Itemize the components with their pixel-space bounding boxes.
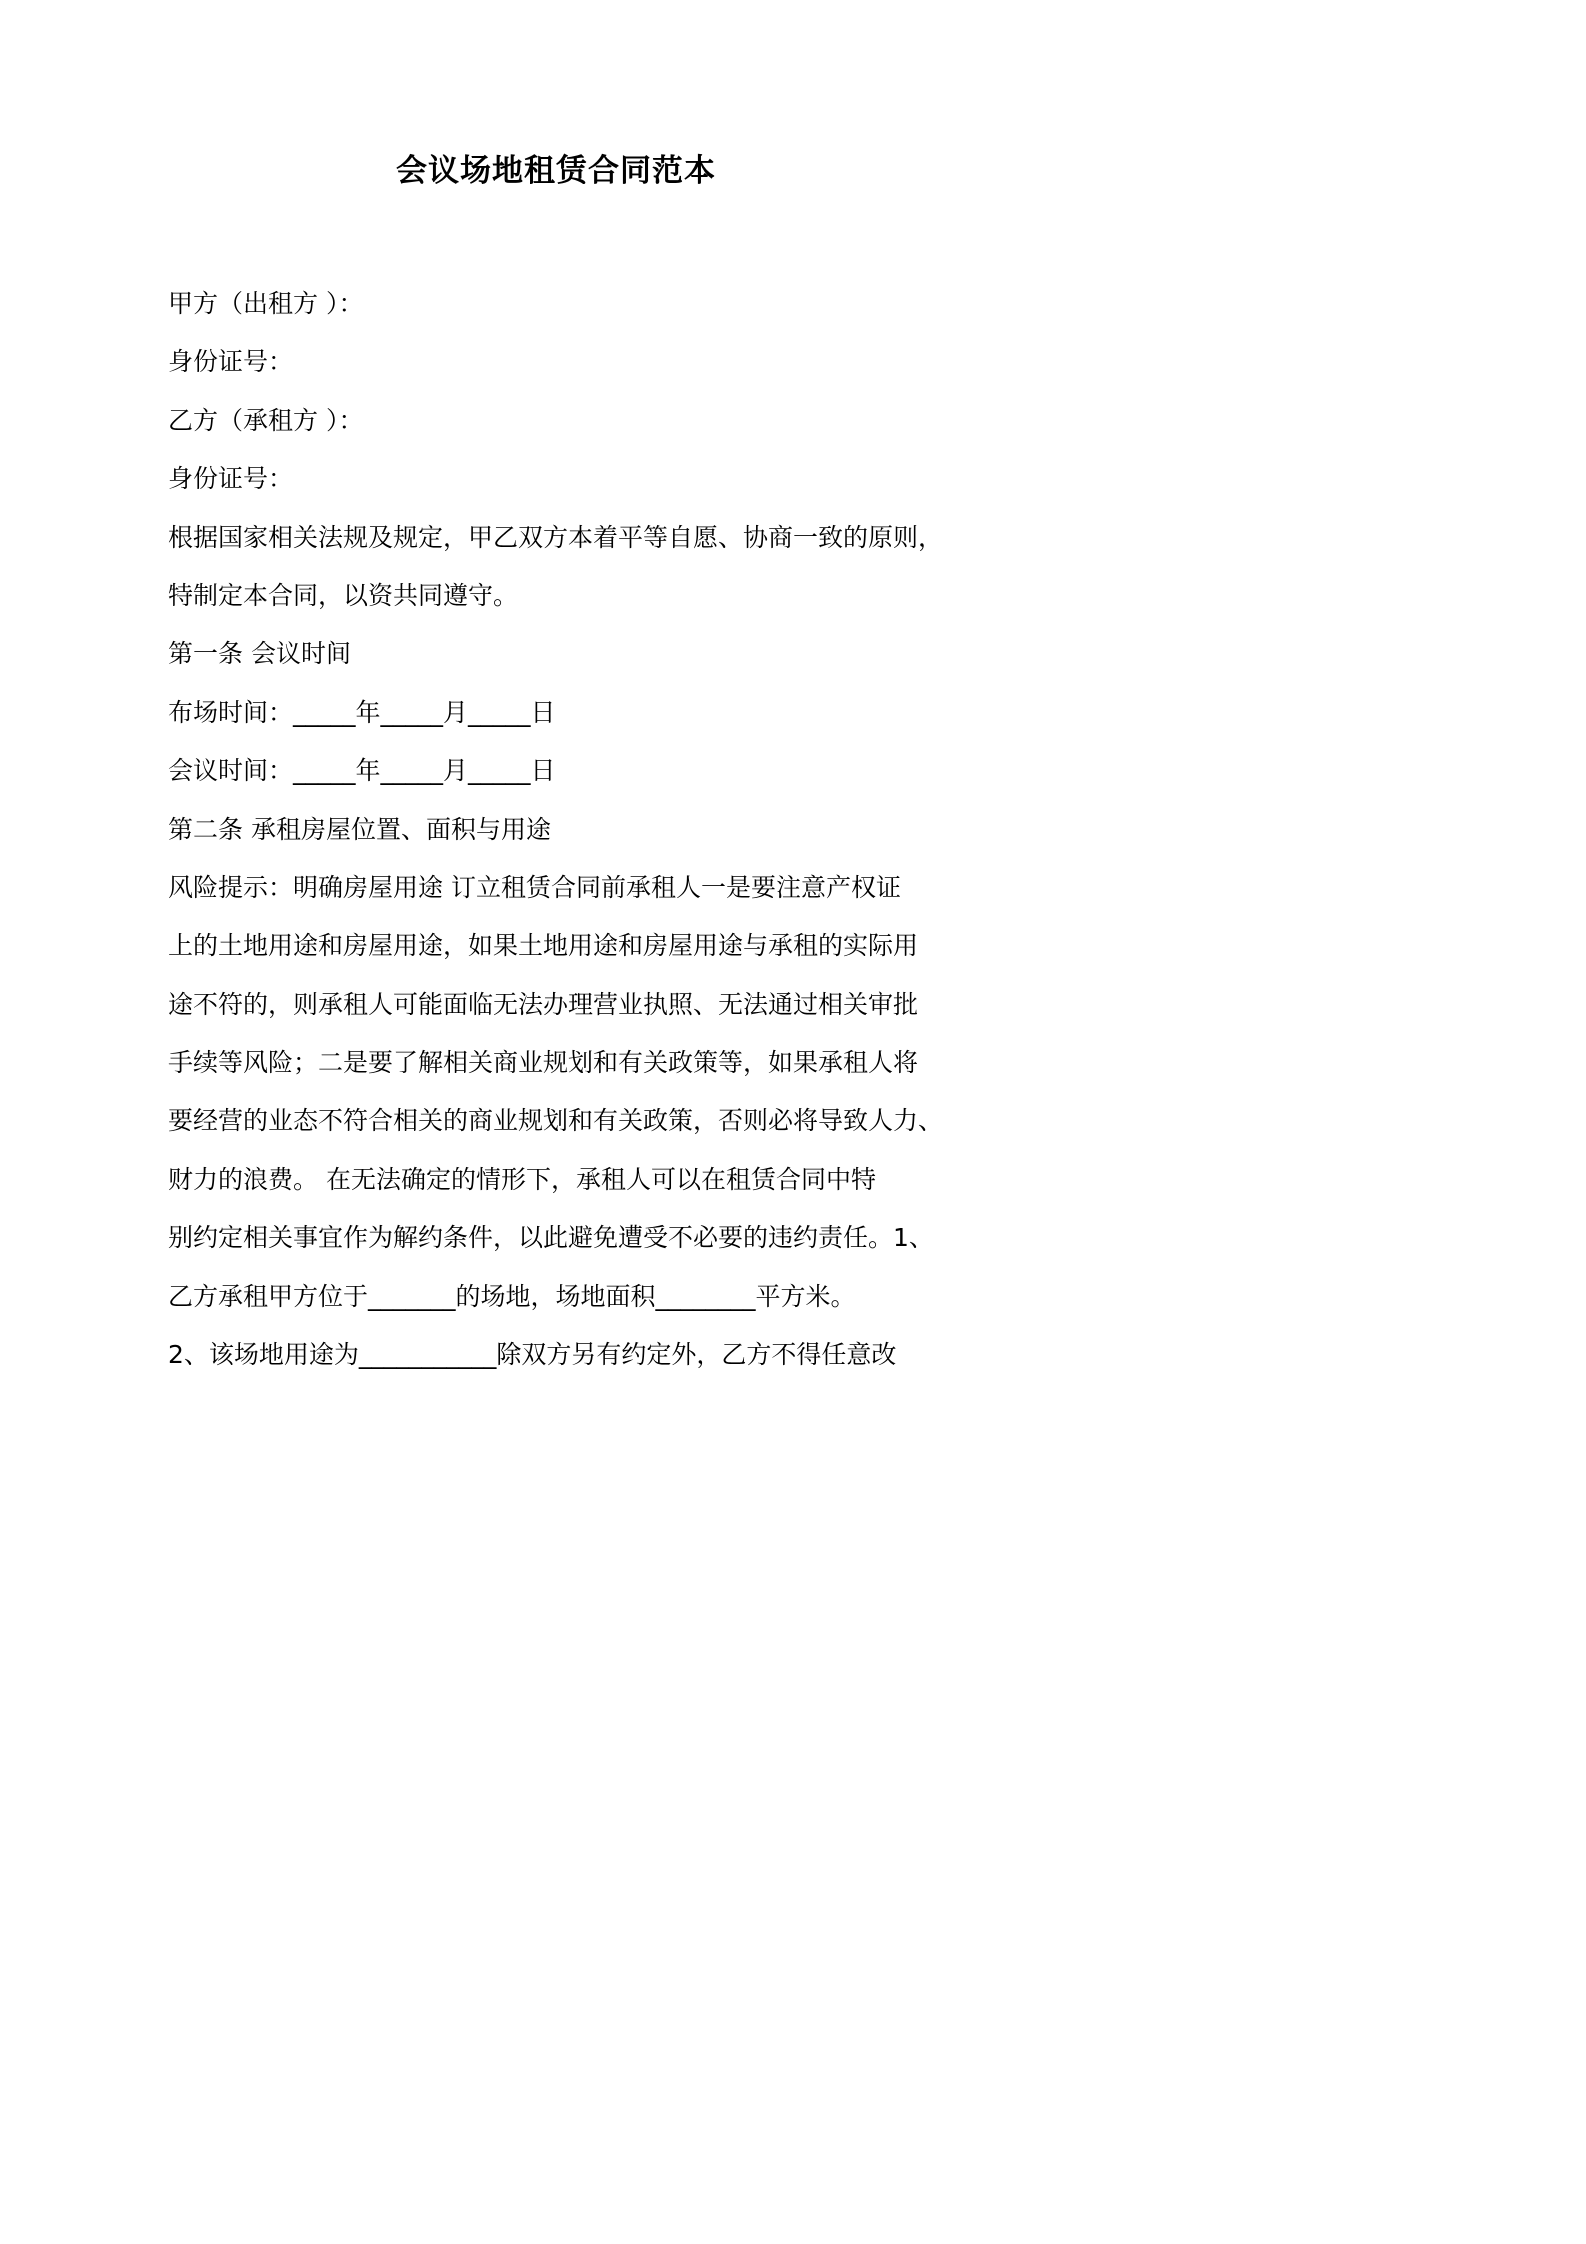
risk-note-line-6: 财力的浪费。 在无法确定的情形下，承租人可以在租赁合同中特	[168, 1164, 876, 1194]
party-a-line: 甲方（出租方 ）：	[168, 289, 364, 318]
risk-note-line-5: 要经营的业态不符合相关的商业规划和有关政策，否则必将导致人力、	[168, 1106, 944, 1136]
clause-2-line: 2、该场地用途为___________除双方另有约定外，乙方不得任意改	[168, 1340, 897, 1370]
risk-note-line-1: 风险提示：明确房屋用途 订立租赁合同前承租人一是要注意产权证	[168, 872, 901, 902]
article-2-heading: 第二条 承租房屋位置、面积与用途	[168, 814, 551, 844]
party-a-id-line: 身份证号：	[168, 347, 294, 377]
document-title: 会议场地租赁合同范本	[396, 153, 716, 189]
risk-note-line-2: 上的土地用途和房屋用途，如果土地用途和房屋用途与承租的实际用	[168, 931, 919, 961]
meeting-time-line: 会议时间：_____年_____月_____日	[168, 756, 556, 786]
setup-time-line: 布场时间：_____年_____月_____日	[168, 697, 556, 727]
document-body	[168, 281, 968, 1390]
document-page	[0, 0, 1100, 1556]
preamble-line-1: 根据国家相关法规及规定，甲乙双方本着平等自愿、协商一致的原则，	[168, 522, 944, 552]
party-b-id-line: 身份证号：	[168, 464, 294, 494]
risk-note-line-7: 别约定相关事宜作为解约条件，以此避免遭受不必要的违约责任。1、	[168, 1223, 934, 1253]
party-b-line: 乙方（承租方 ）：	[168, 405, 364, 435]
clause-1-line: 乙方承租甲方位于_______的场地，场地面积________平方米。	[168, 1281, 856, 1311]
risk-note-line-4: 手续等风险；二是要了解相关商业规划和有关政策等，如果承租人将	[168, 1048, 919, 1078]
article-1-heading: 第一条 会议时间	[168, 639, 351, 669]
risk-note-line-3: 途不符的，则承租人可能面临无法办理营业执照、无法通过相关审批	[168, 989, 919, 1019]
preamble-line-2: 特制定本合同，以资共同遵守。	[168, 580, 519, 610]
